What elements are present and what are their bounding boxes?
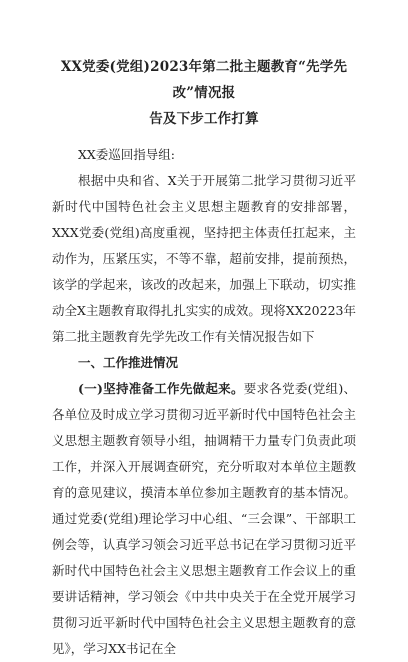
document-title — [52, 54, 356, 132]
title-line-2: 告及下步工作打算 — [149, 111, 259, 127]
section-heading-progress: 一、工作推进情况 — [78, 355, 179, 370]
addressee: XX委巡回指导组: — [78, 147, 176, 162]
subsection-paragraph — [52, 376, 356, 662]
subsection-body: 要求各党委(党组)、各单位及时成立学习贯彻习近平新时代中国特色社会主义思想主题教育领导小组，抽调精干力量专门负责此项工作，并深入开展调查研究，充分听取对本单位主题教育的意见建议，摸清本单位参加主题教育的基本情况。通过党委(党组)理论学习中心组、“三会课”、干部职工例会等，认真学习领会习近平总书记在学习贯彻习近平新时代中国特色社会主义思想主题教育工作会议上的重要讲话精神，学习领会《中共中央关于在全党开展学习贯彻习近平新时代中国特色社会主义思想主题教育的意见》，学习XX书记在全 — [52, 381, 356, 656]
subsection-heading: (一)坚持准备工作先做起来。 — [78, 381, 244, 396]
intro-paragraph: 根据中央和省、X关于开展第二批学习贯彻习近平新时代中国特色社会主义思想主题教育的安排部署，XXX党委(党组)高度重视，坚持把主体责任扛起来，主动作为，压紧压实，不等不靠，超前安排，提前预热，该学的学起来，该改的改起来，加强上下联动，切实推动全X主题教育取得扎扎实实的成效。现将XX20223年第二批主题教育先学先改工作有关情况报告如下 — [52, 173, 356, 344]
title-line-1: XX党委(党组)2023年第二批主题教育“先学先改”情况报 — [60, 59, 348, 101]
